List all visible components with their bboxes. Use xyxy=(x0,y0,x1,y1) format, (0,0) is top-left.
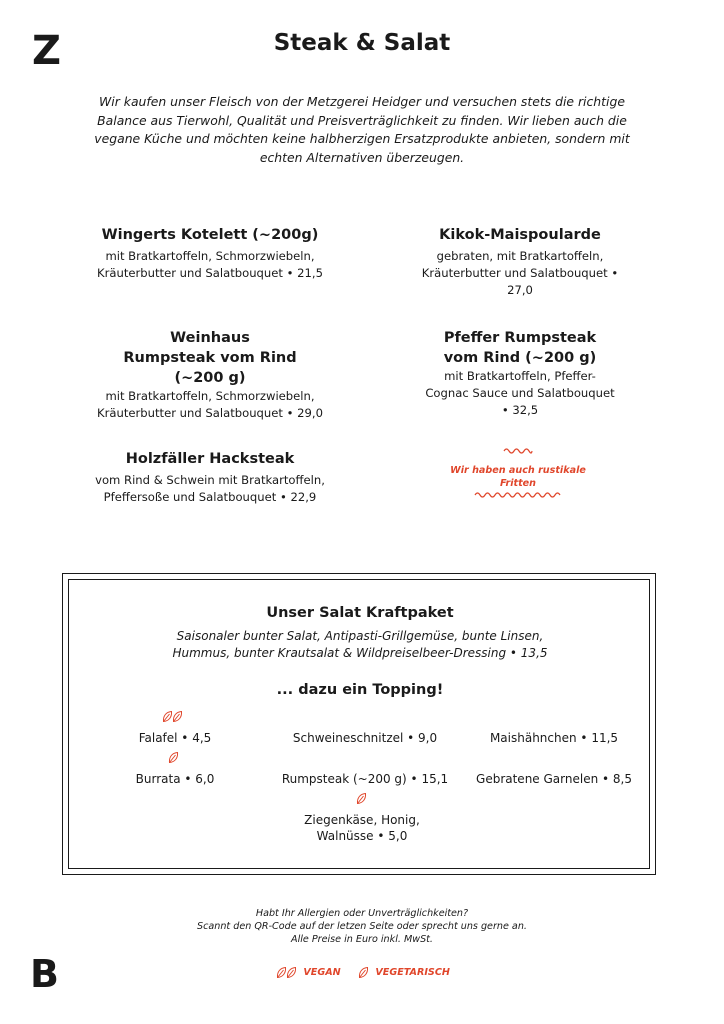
topping-falafel: Falafel • 4,5 xyxy=(138,731,212,745)
topping-maishaehnchen: Maishähnchen • 11,5 xyxy=(489,731,619,745)
legend-vegetarian-label: VEGETARISCH xyxy=(375,967,450,978)
dish-holzfaeller-hacksteak xyxy=(62,449,358,506)
dish-desc: mit Bratkartoffeln, Schmorzwiebeln, Kräuterbutter und Salatbouquet • 29,0 xyxy=(97,389,323,420)
footer-price-note: Alle Preise in Euro inkl. MwSt. xyxy=(291,934,433,945)
leaf-icon xyxy=(358,966,370,979)
dish-name: Holzfäller Hacksteak xyxy=(125,451,295,467)
dish-desc: gebraten, mit Bratkartoffeln, Kräuterbutter und Salatbouquet • 27,0 xyxy=(421,249,619,297)
double-leaf-icon xyxy=(276,966,298,979)
dish-name: Weinhaus Rumpsteak vom Rind (~200 g) xyxy=(123,330,297,386)
dish-wingerts-kotelett xyxy=(62,225,358,282)
topping-rumpsteak: Rumpsteak (~200 g) • 15,1 xyxy=(281,772,449,786)
footer-qr-hint: Scannt den QR-Code auf der letzen Seite oder sprecht uns gerne an. xyxy=(197,921,527,932)
dish-desc: mit Bratkartoffeln, Pfeffer-Cognac Sauce und Salatbouquet • 32,5 xyxy=(425,369,615,417)
leaf-icon xyxy=(168,751,180,764)
footer-note xyxy=(0,907,724,946)
dish-pfeffer-rumpsteak xyxy=(372,328,668,419)
topping-burrata: Burrata • 6,0 xyxy=(135,772,215,786)
salad-desc: Saisonaler bunter Salat, Antipasti-Grillgemüse, bunte Linsen, Hummus, bunter Krautsalat & Wildpreiselbeer-Dressing • 13,5 xyxy=(172,629,548,660)
leaf-icon xyxy=(356,792,368,805)
dish-name: Pfeffer Rumpsteak vom Rind (~200 g) xyxy=(443,330,597,366)
legend-vegan-label: VEGAN xyxy=(303,967,341,978)
salad-title: Unser Salat Kraftpaket xyxy=(266,605,454,621)
page-title: Steak & Salat xyxy=(273,30,451,56)
logo-z: Z xyxy=(32,28,60,74)
dish-name: Kikok-Maispoularde xyxy=(439,227,601,243)
dish-desc: vom Rind & Schwein mit Bratkartoffeln, Pfeffersoße und Salatbouquet • 22,9 xyxy=(95,473,325,504)
dish-weinhaus-rumpsteak xyxy=(62,328,358,422)
topping-ziegenkaese: Ziegenkäse, Honig, Walnüsse • 5,0 xyxy=(304,813,420,843)
fritten-note: Wir haben auch rustikale Fritten xyxy=(450,465,586,489)
logo-b: B xyxy=(30,952,59,996)
double-leaf-icon xyxy=(162,710,184,723)
dish-desc: mit Bratkartoffeln, Schmorzwiebeln, Kräuterbutter und Salatbouquet • 21,5 xyxy=(97,249,323,280)
wave-icon xyxy=(503,447,533,455)
dish-kikok-maispoularde xyxy=(372,225,668,299)
diet-legend xyxy=(276,966,450,979)
footer-allergy-question: Habt Ihr Allergien oder Unverträglichkeiten? xyxy=(255,908,469,919)
dish-name: Wingerts Kotelett (~200g) xyxy=(101,227,319,243)
topping-title: ... dazu ein Topping! xyxy=(276,682,444,698)
topping-schweineschnitzel: Schweineschnitzel • 9,0 xyxy=(292,731,438,745)
topping-garnelen: Gebratene Garnelen • 8,5 xyxy=(476,772,632,786)
wave-icon xyxy=(474,491,562,499)
intro-text: Wir kaufen unser Fleisch von der Metzgerei Heidger und versuchen stets die richtige Balance aus Tierwohl, Qualität und Preisverträglichkeit zu finden. Wir lieben auch die vegane Küche und möchten keine halbherzigen Ersatzprodukte anbieten, sondern mit echten Alternativen überzeugen. xyxy=(94,94,630,165)
